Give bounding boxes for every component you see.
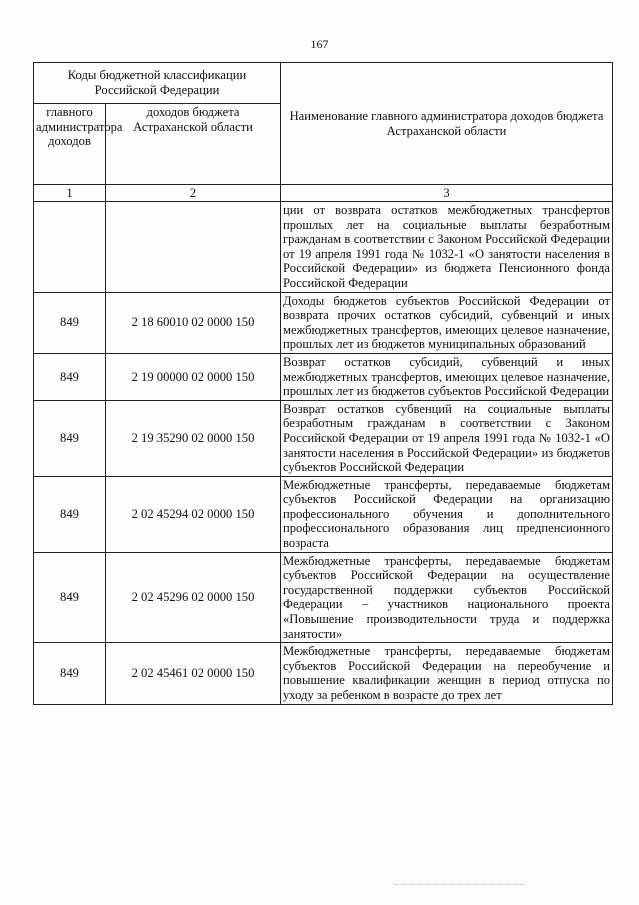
table-row	[34, 476, 613, 552]
description-cell: ции от возврата остатков межбюджетных трансфертов прошлых лет на социальные выплаты безработным гражданам в соответствии с Законом Российской Федерации от 19 апреля 1991 года № 1032-1 «О занятости населения в Российской Федерации» из бюджета Пенсионного фонда Российской Федерации	[281, 202, 613, 293]
income-code-cell	[106, 202, 281, 293]
table-row	[34, 292, 613, 353]
table-row	[34, 202, 613, 293]
header-col3-name: Наименование главного администратора доходов бюджета Астраханской области	[281, 63, 613, 185]
column-numbers-row	[34, 185, 613, 202]
table-row	[34, 552, 613, 643]
column-number-3: 3	[281, 185, 613, 202]
description-cell: Межбюджетные трансферты, передаваемые бюджетам субъектов Российской Федерации на осуществление государственной поддержки субъектов Российской Федерации – участников национального проекта «Повышение производительности труда и поддержка занятости»	[281, 552, 613, 643]
description-cell: Межбюджетные трансферты, передаваемые бюджетам субъектов Российской Федерации на переобучение и повышение квалификации женщин в период отпуска по уходу за ребенком в возрасте до трех лет	[281, 643, 613, 704]
admin-code-cell: 849	[34, 400, 106, 476]
page-number: 167	[310, 37, 329, 51]
column-number-2: 2	[106, 185, 281, 202]
admin-code-cell	[34, 202, 106, 293]
income-code-cell: 2 02 45296 02 0000 150	[106, 552, 281, 643]
admin-code-cell: 849	[34, 353, 106, 400]
scan-artifact-divider	[395, 884, 525, 885]
income-code-cell: 2 19 35290 02 0000 150	[106, 400, 281, 476]
income-code-cell: 2 19 00000 02 0000 150	[106, 353, 281, 400]
admin-code-cell: 849	[34, 552, 106, 643]
header-col1-admin: главного администратора доходов	[34, 104, 106, 185]
description-cell: Возврат остатков субвенций на социальные выплаты безработным гражданам в соответствии с Законом Российской Федерации от 19 апреля 1991 года № 1032-1 «О занятости населения в Российской Федерации» из бюджетов субъектов Российской Федерации	[281, 400, 613, 476]
description-cell: Доходы бюджетов субъектов Российской Федерации от возврата прочих остатков субсидий, субвенций и иных межбюджетных трансфертов, имеющих целевое назначение, прошлых лет из бюджетов муниципальных образований	[281, 292, 613, 353]
description-cell: Межбюджетные трансферты, передаваемые бюджетам субъектов Российской Федерации на организацию профессионального обучения и дополнительного профессионального образования лиц предпенсионного возраста	[281, 476, 613, 552]
table-row	[34, 353, 613, 400]
header-col2-income: доходов бюджета Астраханской области	[106, 104, 281, 185]
table-row	[34, 643, 613, 704]
admin-code-cell: 849	[34, 476, 106, 552]
admin-code-cell: 849	[34, 643, 106, 704]
header-codes-group: Коды бюджетной классификации Российской Федерации	[34, 63, 281, 104]
header-row-1	[34, 63, 613, 104]
admin-code-cell: 849	[34, 292, 106, 353]
income-code-cell: 2 02 45294 02 0000 150	[106, 476, 281, 552]
income-code-cell: 2 02 45461 02 0000 150	[106, 643, 281, 704]
income-code-cell: 2 18 60010 02 0000 150	[106, 292, 281, 353]
table-row	[34, 400, 613, 476]
column-number-1: 1	[34, 185, 106, 202]
description-cell: Возврат остатков субсидий, субвенций и иных межбюджетных трансфертов, имеющих целевое назначение, прошлых лет из бюджетов субъектов Российской Федерации	[281, 353, 613, 400]
budget-classification-table	[33, 62, 613, 705]
